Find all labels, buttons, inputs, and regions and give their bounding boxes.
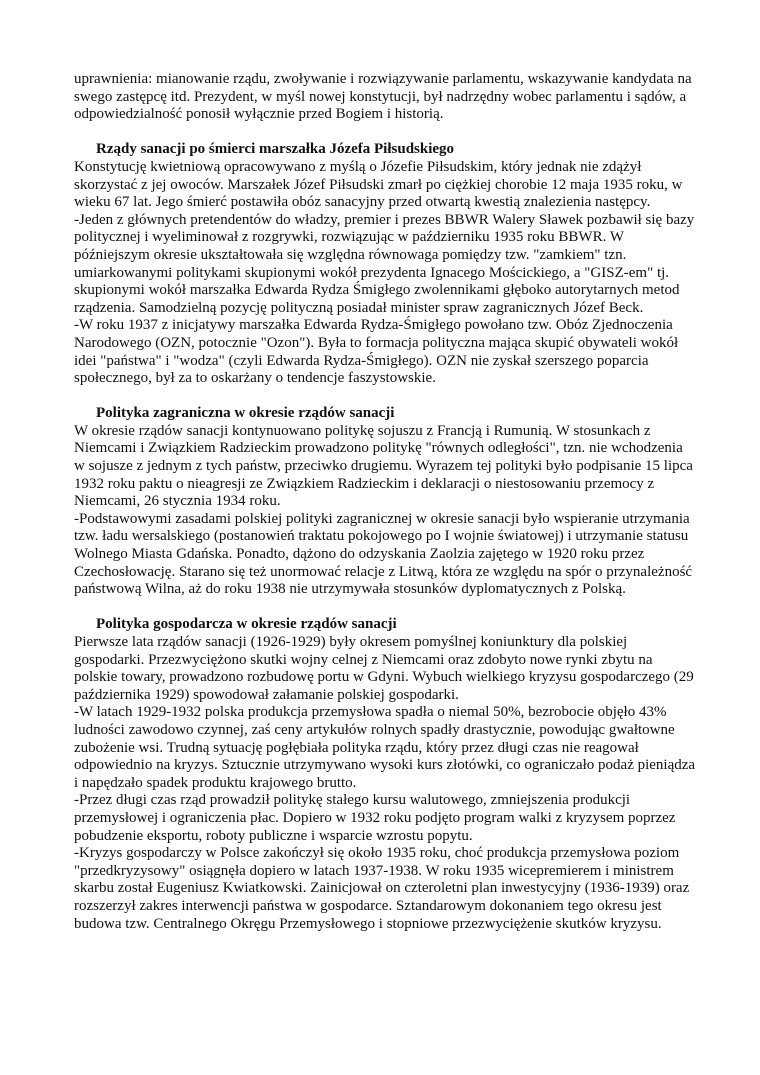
paragraph: Konstytucję kwietniową opracowywano z myślą o Józefie Piłsudskim, który jednak nie zdążył skorzystać z jej owoców. Marszałek Józef Piłsudski zmarł po ciężkiej chorobie 12 maja 1935 roku, w wieku 67 lat. Jego śmierć postawiła obóz sanacyjny przed otwartą kwestią znalezienia następcy. xyxy=(74,158,683,211)
spacer xyxy=(74,388,696,406)
spacer xyxy=(74,124,696,142)
section-heading-internal: Rządy sanacji po śmierci marszałka Józefa Piłsudskiego xyxy=(96,141,455,158)
section-heading-economic: Polityka gospodarcza w okresie rządów sanacji xyxy=(96,616,397,633)
spacer xyxy=(74,599,696,617)
section-heading-foreign: Polityka zagraniczna w okresie rządów sanacji xyxy=(96,405,395,422)
paragraph: -Jeden z głównych pretendentów do władzy, premier i prezes BBWR Walery Sławek pozbawił się bazy politycznej i wyeliminował z rozgrywki, rozwiązując w październiku 1935 roku BBWR. W późniejszym okresie ukształtowała się względna równowaga pomiędzy tzw. "zamkiem" tzn. umiarkowanymi politykami skupionymi wokół prezydenta Ignacego Mościckiego, a "GISZ-em" tj. skupionymi wokół marszałka Edwarda Rydza Śmigłego zwolennikami głęboko autorytarnych metod rządzenia. Samodzielną pozycję polityczną posiadał minister spraw zagranicznych Józef Beck. xyxy=(74,211,695,316)
paragraph: -Podstawowymi zasadami polskiej polityki zagranicznej w okresie sanacji było wspieranie utrzymania tzw. ładu wersalskiego (postanowień traktatu pokojowego po I wojnie światowej) i utrzymanie statusu Wolnego Miasta Gdańska. Ponadto, dążono do odzyskania Zaolzia zajętego w 1920 roku przez Czechosłowację. Starano się też unormować relacje z Litwą, która ze względu na spór o przynależność państwową Wilna, aż do roku 1938 nie utrzymywała stosunków dyplomatycznych z Polską. xyxy=(74,510,693,598)
paragraph: Pierwsze lata rządów sanacji (1926-1929) były okresem pomyślnej koniunktury dla polskiej gospodarki. Przezwyciężono skutki wojny celnej z Niemcami oraz zdobyto nowe rynki zbytu na polskie towary, prowadzono rozbudowę portu w Gdyni. Wybuch wielkiego kryzysu gospodarczego (29 października 1929) spowodował załamanie polskiej gospodarki. xyxy=(74,634,694,703)
paragraph: -W latach 1929-1932 polska produkcja przemysłowa spadła o niemal 50%, bezrobocie objęło 43% ludności zawodowo czynnej, zaś ceny artykułów rolnych spadły drastycznie, powodując gwałtowne zubożenie wsi. Trudną sytuację pogłębiała polityka rządu, który przez długi czas nie reagował odpowiednio na kryzys. Sztucznie utrzymywano wysoki kurs złotówki, co ograniczało podaż pieniądza i napędzało spadek produktu krajowego brutto. xyxy=(74,704,696,791)
document-body xyxy=(74,71,696,933)
paragraph: -Przez długi czas rząd prowadził politykę stałego kursu walutowego, zmniejszenia produkcji przemysłowej i ograniczenia płac. Dopiero w 1932 roku podjęto program walki z kryzysem poprzez pobudzenie eksportu, roboty publiczne i wsparcie wzrostu popytu. xyxy=(74,792,676,844)
intro-paragraph: uprawnienia: mianowanie rządu, zwoływanie i rozwiązywanie parlamentu, wskazywanie kandydata na swego zastępcę itd. Prezydent, w myśl nowej konstytucji, był nadrzędny wobec parlamentu i sądów, a odpowiedzialność ponosił wyłącznie przed Bogiem i historią. xyxy=(74,71,692,123)
paragraph: -Kryzys gospodarczy w Polsce zakończył się około 1935 roku, choć produkcja przemysłowa poziom "przedkryzysowy" osiągnęła dopiero w latach 1937-1938. W roku 1935 wicepremierem i ministrem skarbu został Eugeniusz Kwiatkowski. Zainicjował on czteroletni plan inwestycyjny (1936-1939) oraz rozszerzył zakres interwencji państwa w gospodarce. Sztandarowym dokonaniem tego okresu jest budowa tzw. Centralnego Okręgu Przemysłowego i stopniowe przezwyciężenie skutków kryzysu. xyxy=(74,845,690,932)
paragraph: W okresie rządów sanacji kontynuowano politykę sojuszu z Francją i Rumunią. W stosunkach z Niemcami i Związkiem Radzieckim prowadzono politykę "równych odległości", tzn. nie wchodzenia w sojusze z jednym z tych państw, przeciwko drugiemu. Wyrazem tej polityki było podpisanie 15 lipca 1932 roku paktu o nieagresji ze Związkiem Radzieckim i deklaracji o niestosowaniu przemocy z Niemcami, 26 stycznia 1934 roku. xyxy=(74,422,693,510)
paragraph: -W roku 1937 z inicjatywy marszałka Edwarda Rydza-Śmigłego powołano tzw. Obóz Zjednoczenia Narodowego (OZN, potocznie "Ozon"). Była to formacja polityczna mająca skupić obywateli wokół idei "państwa" i "wodza" (czyli Edwarda Rydza-Śmigłego). OZN nie zyskał szerszego poparcia społecznego, był za to oskarżany o tendencje faszystowskie. xyxy=(74,317,679,387)
